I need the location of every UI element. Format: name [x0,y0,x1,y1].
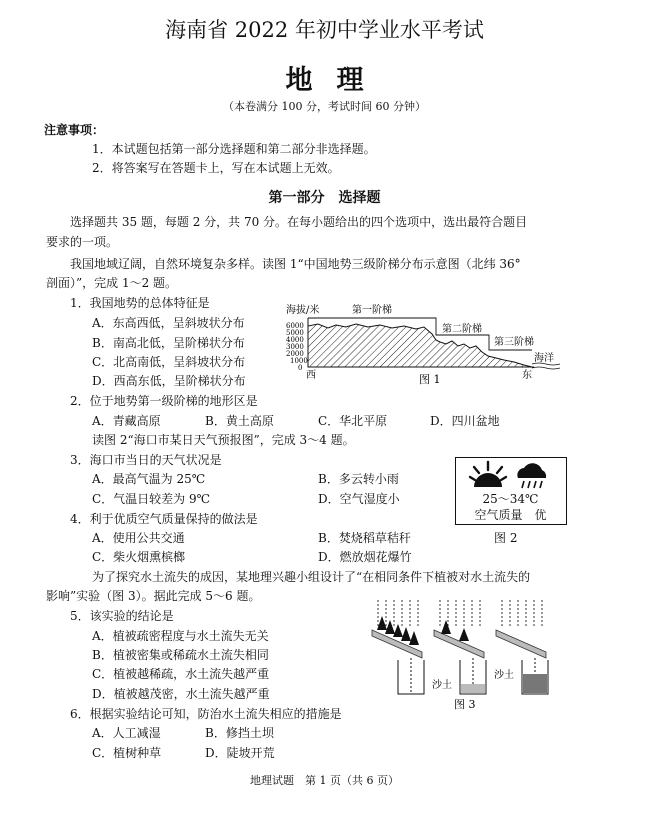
question-stem: 6．根据实验结论可知，防治水土流失相应的措施是 [70,707,342,721]
option: A．最高气温为 25℃ [92,472,206,486]
figure1-ytick: 6000 [286,322,304,330]
option: C．气温日较差为 9℃ [92,492,211,506]
notice-item: 2．将答案写在答题卡上，写在本试题上无效。 [92,161,340,175]
figure1-terrain-profile [284,300,574,392]
option: A．植被疏密程度与水土流失无关 [92,629,269,643]
option: C．植树种草 [92,746,162,760]
figure1-step3-label: 第三阶梯 [494,337,534,348]
option: D．陡坡开荒 [205,746,275,760]
page-footer: 地理试题 第 1 页（共 6 页） [250,774,399,787]
option: D．燃放烟花爆竹 [318,550,412,564]
option: B．植被密集或稀疏水土流失相同 [92,648,269,662]
option: C．柴火烟熏槟榔 [92,550,186,564]
passage-text: 剖面）”，完成 1～2 题。 [46,276,178,290]
figure3-soil-label: 沙土 [432,680,452,691]
figure1-east-label: 东 [522,370,532,381]
figure1-step2-label: 第二阶梯 [442,324,482,335]
figure2-caption: 图 2 [494,531,518,545]
option: A．人工减湿 [92,726,161,740]
option: D．空气湿度小 [318,492,400,506]
option: A．使用公共交通 [92,531,185,545]
notice-heading: 注意事项： [44,123,105,137]
option: D．植被越茂密，水土流失越严重 [92,687,270,701]
option: A．青藏高原 [92,414,161,428]
option: B．南高北低，呈阶梯状分布 [92,336,245,350]
score-note: （本卷满分 100 分，考试时间 60 分钟） [223,100,426,113]
question-stem: 2．位于地势第一级阶梯的地形区是 [70,394,258,408]
sunny-icon [470,461,506,489]
section-intro: 要求的一项。 [46,235,119,249]
figure2-temperature: 25～34℃ [482,492,539,506]
option: D．西高东低，呈阶梯状分布 [92,374,246,388]
option: C．北高南低，呈斜坡状分布 [92,355,246,369]
section-intro: 选择题共 35 题，每题 2 分，共 70 分。在每小题给出的四个选项中，选出最符合题目 [70,215,528,229]
figure1-ylabel: 海拔/米 [286,305,320,316]
figure1-caption: 图 1 [419,373,441,386]
option: D．四川盆地 [430,414,500,428]
figure1-west-label: 西 [306,370,316,381]
passage-text: 读图 2“海口市某日天气预报图”，完成 3～4 题。 [92,433,355,447]
passage-text: 影响”实验（图 3）。据此完成 5～6 题。 [46,589,261,603]
option: C．华北平原 [318,414,388,428]
option: A．东高西低，呈斜坡状分布 [92,316,245,330]
figure1-step1-label: 第一阶梯 [352,305,392,316]
section-title: 第一部分 选择题 [268,190,381,206]
figure1-ytick: 4000 [286,336,304,344]
question-stem: 1．我国地势的总体特征是 [70,296,210,310]
figure2-air-quality: 空气质量 优 [474,508,547,522]
passage-text: 为了探究水土流失的成因，某地理兴趣小组设计了“在相同条件下植被对水土流失的 [92,570,531,584]
notice-item: 1．本试题包括第一部分选择题和第二部分非选择题。 [92,142,376,156]
figure1-ytick: 1000 [290,357,308,365]
rain-cloud-icon [514,462,550,490]
figure2-weather-box [455,457,567,525]
figure1-ytick: 0 [298,364,303,372]
option: B．多云转小雨 [318,472,399,486]
option: B．焚烧稻草秸秆 [318,531,411,545]
figure1-ytick: 5000 [286,329,304,337]
question-stem: 3．海口市当日的天气状况是 [70,453,222,467]
option: B．黄土高原 [205,414,274,428]
figure1-ytick: 3000 [286,343,304,351]
exam-title: 海南省 2022 年初中学业水平考试 [165,18,484,42]
figure1-sea-label: 海洋 [534,353,554,364]
question-stem: 4．利于优质空气质量保持的做法是 [70,512,258,526]
figure3-erosion-experiment [366,596,566,716]
option: B．修挡土坝 [205,726,274,740]
figure1-ytick: 2000 [286,350,304,358]
figure3-caption: 图 3 [454,698,476,711]
figure3-soil-label: 沙土 [494,670,514,681]
option: C．植被越稀疏，水土流失越严重 [92,667,270,681]
passage-text: 我国地域辽阔，自然环境复杂多样。读图 1“中国地势三级阶梯分布示意图（北纬 36° [70,257,521,271]
question-stem: 5．该实验的结论是 [70,609,174,623]
subject-title: 地理 [285,65,388,96]
